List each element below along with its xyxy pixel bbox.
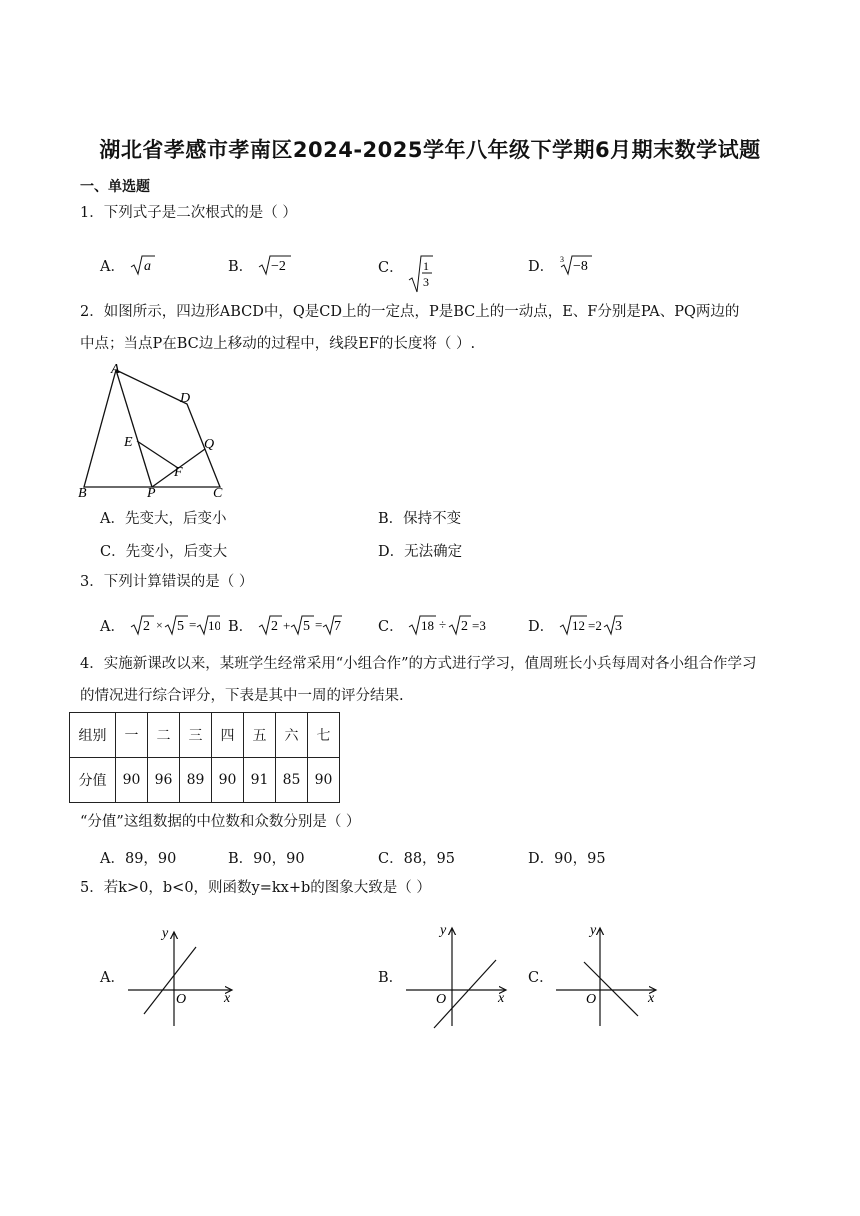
sqrt-neg2-expression	[258, 254, 292, 276]
sqrt2-times-sqrt5-expression	[130, 614, 220, 636]
origin-label: O	[176, 992, 187, 1007]
table-cell: 五	[244, 713, 276, 758]
q5-graph-a[interactable]	[120, 922, 240, 1030]
table-cell: 二	[148, 713, 180, 758]
option-label: B．	[378, 511, 404, 527]
y-axis-label: y	[162, 926, 169, 941]
option-text: 90，95	[554, 851, 606, 867]
x-axis-label: x	[648, 991, 655, 1006]
table-header-cell: 组别	[70, 713, 116, 758]
svg-text:3: 3	[614, 619, 622, 634]
figure-label-e: E	[124, 435, 133, 450]
option-text: 无法确定	[404, 544, 463, 560]
table-cell: 90	[116, 758, 148, 803]
question-4-line-2: 的情况进行综合评分，下表是其中一周的评分结果.	[80, 688, 404, 704]
svg-text:3: 3	[559, 255, 564, 264]
question-3-text: 3．下列计算错误的是（ ）	[80, 574, 254, 590]
origin-label: O	[436, 992, 447, 1007]
option-text: 90，90	[253, 851, 305, 867]
svg-text:−8: −8	[572, 259, 588, 274]
table-cell: 90	[212, 758, 244, 803]
x-axis-label: x	[224, 991, 231, 1006]
option-label: A．	[100, 259, 125, 275]
q5-option-a-label[interactable]: A．	[100, 970, 125, 986]
svg-text:×: ×	[155, 618, 163, 632]
q4-option-a[interactable]	[100, 847, 176, 868]
figure-label-a: A	[111, 362, 120, 377]
table-row	[70, 758, 340, 803]
q3-option-c[interactable]	[378, 614, 492, 636]
question-5-text: 5．若k>0，b<0，则函数y=kx+b的图象大致是（ ）	[80, 880, 431, 896]
sqrt2-plus-sqrt5-expression	[258, 614, 342, 636]
origin-label: O	[586, 992, 597, 1007]
figure-label-p: P	[147, 486, 156, 501]
option-text: 先变小，后变大	[125, 544, 228, 560]
table-cell: 85	[276, 758, 308, 803]
q1-option-c[interactable]	[378, 254, 434, 294]
svg-text:5: 5	[176, 619, 184, 634]
svg-text:=: =	[314, 617, 323, 632]
table-cell: 六	[276, 713, 308, 758]
q5-option-b-label[interactable]: B．	[378, 970, 404, 986]
option-label: C．	[100, 544, 126, 560]
q5-graph-b[interactable]	[400, 922, 520, 1030]
score-table	[69, 712, 340, 803]
svg-text:1: 1	[423, 259, 430, 273]
table-header-cell: 分值	[70, 758, 116, 803]
svg-text:10: 10	[207, 618, 220, 633]
option-label: C．	[378, 619, 404, 635]
table-row	[70, 713, 340, 758]
q2-option-b[interactable]	[378, 507, 461, 528]
svg-text:−2: −2	[270, 259, 286, 274]
option-label: A．	[100, 851, 125, 867]
svg-text:2: 2	[142, 619, 150, 634]
option-label: C．	[378, 260, 404, 276]
option-label: C．	[378, 851, 404, 867]
option-label: D．	[378, 544, 405, 560]
page-title: 湖北省孝感市孝南区2024-2025学年八年级下学期6月期末数学试题	[99, 138, 761, 162]
table-cell: 89	[180, 758, 212, 803]
q4-option-d[interactable]	[528, 847, 606, 868]
svg-text:=3: =3	[472, 618, 487, 633]
q3-option-a[interactable]	[100, 614, 220, 636]
svg-text:7: 7	[333, 619, 341, 634]
figure-label-f: F	[174, 465, 183, 480]
quadrilateral-figure	[74, 360, 234, 502]
question-2-line-1: 2．如图所示，四边形ABCD中，Q是CD上的一定点，P是BC上的一动点，E、F分别是PA、PQ两边的	[80, 304, 740, 320]
table-cell: 90	[308, 758, 340, 803]
option-label: D．	[528, 851, 555, 867]
svg-text:=: =	[188, 617, 196, 632]
svg-text:12: 12	[571, 618, 585, 633]
svg-text:3: 3	[423, 275, 430, 289]
q3-option-b[interactable]	[228, 614, 342, 636]
figure-label-d: D	[180, 391, 191, 406]
svg-text:2: 2	[270, 619, 278, 634]
sqrt12-expression	[559, 614, 623, 636]
sqrt-one-third-expression	[408, 254, 434, 294]
q1-option-a[interactable]	[100, 254, 156, 276]
option-text: 89，90	[124, 851, 177, 867]
table-cell: 七	[308, 713, 340, 758]
option-label: B．	[228, 619, 254, 635]
table-cell: 三	[180, 713, 212, 758]
table-cell: 96	[148, 758, 180, 803]
svg-text:5: 5	[302, 619, 310, 634]
option-label: D．	[528, 619, 555, 635]
table-cell: 91	[244, 758, 276, 803]
question-1-text: 1．下列式子是二次根式的是（ ）	[80, 205, 297, 221]
cbrt-neg8-expression	[559, 254, 593, 276]
y-axis-label: y	[440, 923, 447, 938]
svg-text:2: 2	[461, 619, 469, 634]
section-heading: 一、单选题	[80, 179, 150, 195]
x-axis-label: x	[498, 991, 505, 1006]
q2-option-d[interactable]	[378, 540, 462, 561]
q1-option-b[interactable]	[228, 254, 292, 276]
figure-label-q: Q	[204, 437, 215, 452]
table-cell: 四	[212, 713, 244, 758]
sqrt-a-expression	[130, 254, 156, 276]
q4-option-b[interactable]	[228, 847, 305, 868]
option-label: B．	[228, 259, 254, 275]
option-text: 先变大，后变小	[124, 511, 227, 527]
svg-text:a: a	[143, 259, 151, 274]
q5-option-c-label[interactable]: C．	[528, 970, 554, 986]
option-text: 保持不变	[403, 511, 462, 527]
option-label: A．	[100, 511, 125, 527]
question-2-line-2: 中点；当点P在BC边上移动的过程中，线段EF的长度将（ ）.	[80, 336, 476, 352]
figure-label-c: C	[213, 486, 223, 501]
table-cell: 一	[116, 713, 148, 758]
q1-option-d[interactable]	[528, 254, 593, 276]
question-4-prompt: “分值”这组数据的中位数和众数分别是（ ）	[80, 814, 361, 830]
question-4-line-1: 4．实施新课改以来，某班学生经常采用“小组合作”的方式进行学习，值周班长小兵每周对各小组合作学习	[80, 656, 757, 672]
svg-text:÷: ÷	[439, 617, 447, 632]
sqrt18-div-sqrt2-expression	[408, 614, 492, 636]
figure-label-b: B	[78, 486, 87, 501]
svg-text:=2: =2	[587, 618, 602, 633]
q4-option-c[interactable]	[378, 847, 455, 868]
y-axis-label: y	[590, 923, 597, 938]
svg-text:+: +	[282, 618, 291, 633]
svg-text:18: 18	[421, 618, 435, 633]
q5-graph-c[interactable]	[550, 922, 670, 1030]
q2-option-a[interactable]	[100, 507, 226, 528]
option-label: B．	[228, 851, 254, 867]
option-text: 88，95	[403, 851, 456, 867]
q3-option-d[interactable]	[528, 614, 623, 636]
q2-option-c[interactable]	[100, 540, 227, 561]
option-label: A．	[100, 619, 125, 635]
option-label: D．	[528, 259, 555, 275]
